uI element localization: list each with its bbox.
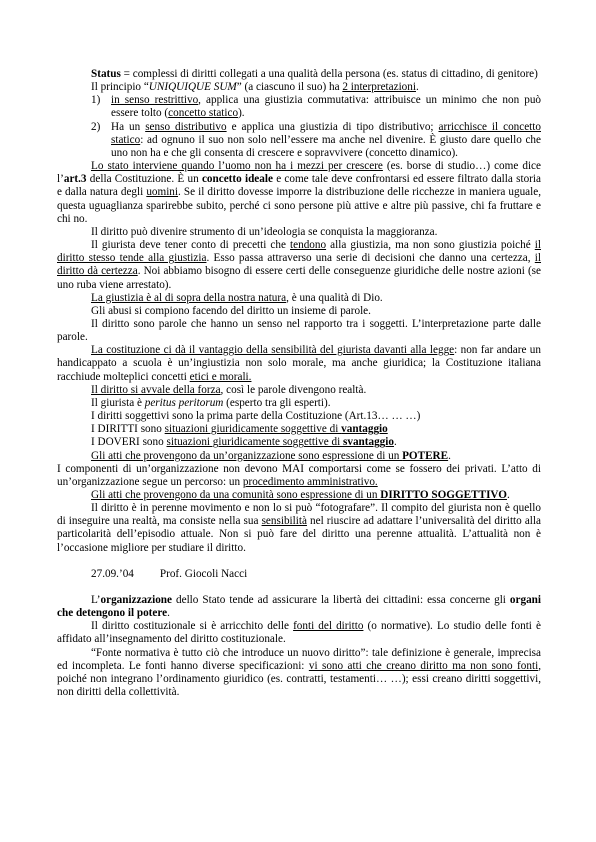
underlined-text: sensibilità	[261, 515, 307, 528]
paragraph-costituzione	[57, 344, 541, 383]
list-item	[57, 121, 541, 160]
bold-underlined-text: vantaggio	[341, 423, 388, 436]
underlined-text: vi sono atti che creano diritto ma non sono fonti	[308, 659, 539, 672]
text: (o normative). Lo studio delle fonti è affidato all’insegnamento del diritto costituzionale.	[57, 620, 541, 646]
text: Il giurista è	[91, 396, 145, 409]
text: , così le parole divengono realtà.	[220, 383, 367, 396]
bold-text: organizzazione	[100, 593, 172, 606]
list-number: 2)	[91, 120, 101, 133]
text: .	[167, 607, 170, 620]
underlined-text: senso distributivo	[145, 120, 227, 133]
text: . Noi abbiamo bisogno di essere certi delle conseguenze giuridiche delle nostre azioni (se uno ruba viene arrestato).	[57, 265, 541, 291]
text: L’	[91, 593, 101, 606]
text: , poiché non integrano l’ordinamento giuridico (es. contratti, testamenti… …); essi creano diritti soggettivi, non diritti della collettività.	[57, 659, 541, 699]
paragraph-status	[57, 68, 541, 81]
list-number: 1)	[91, 94, 101, 107]
text: “Fonte normativa è tutto ciò che introduce un nuovo diritto”: tale definizione è generale, imprecisa ed incompleta. Le fonti hanno diverse specificazioni:	[57, 646, 541, 672]
paragraph: Il diritto sono parole che hanno un senso nel rapporto tra i soggetti. L’interpretazione parte dalle parole.	[57, 317, 541, 344]
paragraph-organizzazione	[57, 594, 541, 620]
paragraph-movimento	[57, 502, 541, 555]
text: (es. borse di studio…) come dice l’	[57, 160, 541, 186]
paragraph-peritus	[57, 397, 541, 410]
underlined-text: in senso restrittivo	[111, 94, 199, 107]
lecture-date-line	[57, 568, 541, 581]
professor-name: Prof. Giocoli Nacci	[159, 567, 248, 580]
text: alla giustizia, ma non sono giustizia poiché	[326, 239, 535, 252]
text: Il diritto è in perenne movimento e non lo si può “fotografare”. Il compito del giurista non è quello di inseguire una realtà, ma consiste nella sua	[57, 502, 541, 528]
text: : ad ognuno il suo non solo nell’essere ma anche nel divenire. È giusto dare quello che uno non ha e che gli consenta di crescere e sopravvivere (concetto dinamico).	[111, 133, 541, 159]
underlined-text: Gli atti che provengono da una comunità sono espressione di un	[91, 489, 381, 501]
underlined-text: La giustizia è al di sopra della nostra natura	[91, 291, 287, 304]
text: (esperto tra gli esperti).	[223, 396, 331, 409]
text: , applica una giustizia commutativa: attribuisce un minimo che non può essere tolto (	[111, 94, 542, 120]
text: .	[448, 449, 451, 462]
underlined-text: il diritto stesso tende alla giustizia	[57, 239, 541, 265]
underlined-text: arricchisce il concetto statico	[111, 120, 541, 146]
text: ” (a ciascuno il suo) ha	[236, 81, 343, 94]
paragraph-componenti	[57, 463, 541, 489]
paragraph-diritti	[57, 423, 541, 436]
underlined-text: il diritto dà certezza	[57, 252, 542, 278]
bold-text: concetto ideale	[201, 173, 273, 186]
underlined-text: procedimento amministrativo.	[242, 475, 378, 488]
text: Ha un	[111, 120, 146, 133]
text: e come tale deve confrontarsi ed essere filtrato dalla storia e dalla natura degli	[57, 173, 541, 199]
underlined-text: Il diritto si avvale della forza	[91, 383, 221, 396]
underlined-text: Lo stato interviene quando l’uomo non ha i mezzi per crescere	[91, 160, 383, 173]
paragraph-giurista	[57, 239, 541, 292]
paragraph-stato	[57, 160, 541, 226]
lecture-date: 27.09.’04	[91, 567, 134, 580]
paragraph-fonte-normativa	[57, 647, 541, 700]
text: .	[415, 81, 419, 94]
text: I componenti di un’organizzazione non devono MAI comportarsi come se fossero dei privati. L’atto di un’organizzazione segue un percorso: un	[57, 462, 541, 488]
text: ).	[238, 107, 245, 120]
document-page	[57, 68, 541, 699]
blank-line	[57, 581, 541, 594]
text: I DIRITTI sono	[91, 423, 165, 436]
paragraph-potere	[57, 450, 541, 463]
text: nel riuscire ad adattare l’universalità del diritto alla particolarità dell’episodio attuale. Non si può fare del diritto una perenne attualità. L’attualità non è l’occasione migliore per studiare il diritto.	[57, 515, 541, 554]
paragraph-comunita	[57, 489, 541, 502]
paragraph-principio	[57, 81, 541, 94]
underlined-text: concetto statico	[168, 107, 239, 120]
term-status: Status	[91, 68, 121, 80]
bold-text: organi che detengono il potere	[57, 593, 541, 620]
latin-phrase: UNIQUIQUE SUM	[148, 81, 237, 94]
text: .	[506, 489, 510, 501]
text: . Se il diritto dovesse imporre la distribuzione delle ricchezze in maniera uguale, questa uguaglianza sparirebbe subito, perché ci sono persone più attive e altre più passive, chi fa fruttare e chi no.	[57, 186, 541, 225]
bold-underlined-text: svantaggio	[343, 436, 394, 449]
underlined-text: La costituzione ci dà il vantaggio della sensibilità del giurista davanti alla legge	[91, 344, 455, 357]
paragraph: I diritti soggettivi sono la prima parte della Costituzione (Art.13… … …)	[91, 410, 421, 423]
text: .	[393, 436, 397, 449]
underlined-text: fonti del diritto	[293, 620, 364, 633]
paragraph-fonti	[57, 620, 541, 646]
underlined-text: situazioni giuridicamente soggettive di	[164, 423, 342, 436]
text: e applica una giustizia di tipo distributivo;	[226, 120, 439, 133]
underlined-text: tendono	[290, 239, 327, 252]
underlined-text: situazioni giuridicamente soggettive di	[166, 436, 343, 449]
text: , è una qualità di Dio.	[286, 291, 383, 304]
latin-phrase: peritus peritorum	[144, 396, 224, 409]
bold-underlined-text: DIRITTO SOGGETTIVO	[380, 489, 507, 501]
text: Il giurista deve tener conto di precetti che	[91, 239, 291, 252]
underlined-text: 2 interpretazioni	[342, 81, 416, 94]
paragraph-doveri	[57, 436, 541, 449]
bold-text: art.3	[63, 173, 87, 186]
underlined-text: etici e morali.	[189, 370, 252, 383]
paragraph: Gli abusi si compiono facendo del diritto un insieme di parole.	[91, 304, 371, 317]
list-item	[57, 94, 541, 120]
text: dello Stato tende ad assicurare la libertà dei cittadini: essa concerne gli	[172, 593, 510, 606]
text: : non far andare un handicappato a scuola è un’ingiustizia non solo morale, ma anche giuridica; la Costituzione italiana racchiude molteplici concetti	[57, 344, 541, 383]
text: . Esso passa attraverso una serie di decisioni che danno una certezza,	[206, 252, 535, 265]
paragraph: Il diritto può divenire strumento di un’ideologia se conquista la maggioranza.	[91, 225, 438, 238]
text: I DOVERI sono	[91, 436, 167, 449]
blank-line	[57, 555, 541, 568]
underlined-text: uomini	[146, 186, 179, 199]
text: della Costituzione. È un	[86, 173, 202, 186]
underlined-text: Gli atti che provengono da un’organizzazione sono espressione di un	[91, 449, 403, 462]
text: = complessi di diritti collegati a una qualità della persona (es. status di cittadino, di genitore)	[120, 68, 538, 80]
paragraph-giustizia	[57, 292, 541, 305]
text: Il diritto costituzionale si è arricchito delle	[91, 620, 294, 633]
text: Il principio “	[91, 81, 149, 94]
paragraph-forza	[57, 384, 541, 397]
bold-underlined-text: POTERE	[402, 449, 449, 462]
